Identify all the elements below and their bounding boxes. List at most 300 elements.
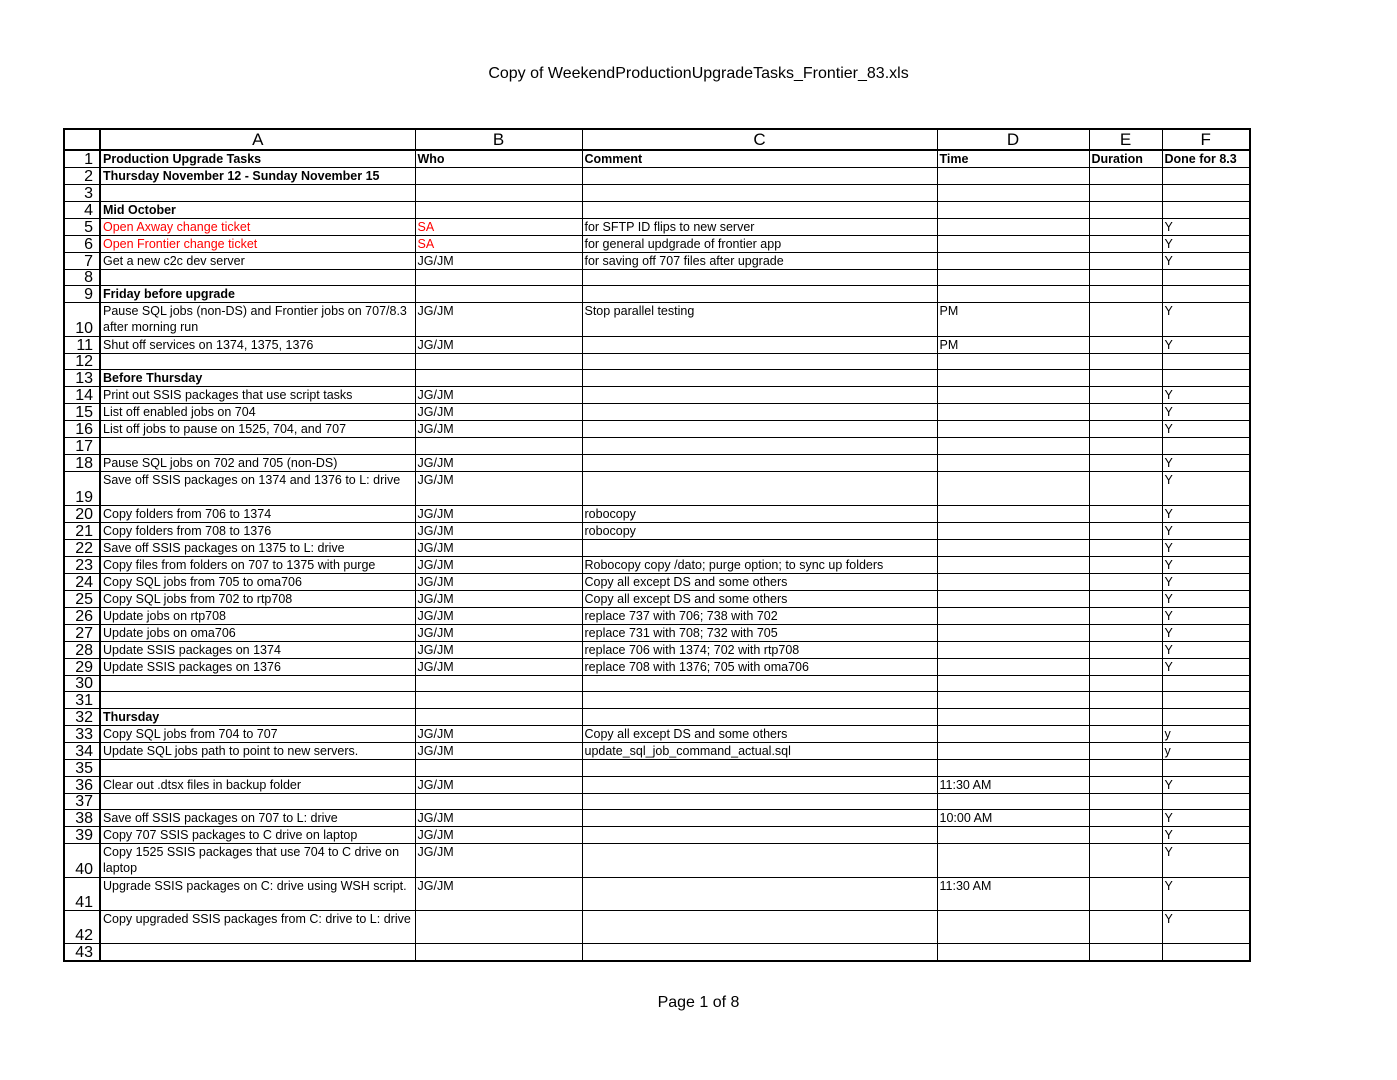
cell-done[interactable] [1162, 944, 1250, 961]
cell-comment[interactable] [582, 539, 937, 556]
cell-done[interactable] [1162, 759, 1250, 776]
cell-time[interactable] [937, 387, 1089, 404]
cell-time[interactable] [937, 844, 1089, 877]
cell-done[interactable]: Y [1162, 421, 1250, 438]
row-number: 42 [64, 911, 100, 944]
cell-task[interactable]: Copy 707 SSIS packages to C drive on laptop [100, 827, 415, 844]
cell-who[interactable] [415, 286, 582, 303]
cell-comment[interactable] [582, 455, 937, 472]
cell-comment[interactable]: Robocopy copy /dato; purge option; to sync up folders [582, 556, 937, 573]
cell-done[interactable]: Y [1162, 844, 1250, 877]
cell-comment[interactable] [582, 185, 937, 202]
table-row [64, 370, 1250, 387]
cell-task[interactable]: Upgrade SSIS packages on C: drive using WSH script. [100, 877, 415, 910]
table-row [64, 742, 1250, 759]
cell-duration[interactable] [1089, 201, 1162, 218]
cell-who[interactable]: JG/JM [415, 810, 582, 827]
cell-who[interactable] [415, 370, 582, 387]
cell-duration[interactable] [1089, 168, 1162, 185]
cell-time[interactable] [937, 218, 1089, 235]
cell-comment[interactable] [582, 336, 937, 353]
cell-comment[interactable] [582, 438, 937, 455]
cell-duration[interactable] [1089, 590, 1162, 607]
cell-done[interactable]: Y [1162, 641, 1250, 658]
cell-duration[interactable] [1089, 944, 1162, 961]
cell-duration[interactable] [1089, 827, 1162, 844]
cell-duration[interactable] [1089, 573, 1162, 590]
row-number: 43 [64, 944, 100, 961]
cell-who[interactable] [415, 708, 582, 725]
cell-comment[interactable]: Stop parallel testing [582, 303, 937, 336]
row-number: 27 [64, 624, 100, 641]
cell-who[interactable] [415, 269, 582, 286]
table-row [64, 539, 1250, 556]
cell-who[interactable]: JG/JM [415, 336, 582, 353]
cell-time[interactable] [937, 827, 1089, 844]
cell-time[interactable]: 11:30 AM [937, 776, 1089, 793]
cell-done[interactable] [1162, 353, 1250, 370]
cell-who[interactable] [415, 793, 582, 810]
cell-duration[interactable] [1089, 404, 1162, 421]
cell-task[interactable] [100, 438, 415, 455]
cell-duration[interactable] [1089, 303, 1162, 336]
cell-comment[interactable] [582, 370, 937, 387]
row-number: 21 [64, 522, 100, 539]
cell-duration[interactable] [1089, 522, 1162, 539]
cell-comment[interactable]: replace 708 with 1376; 705 with oma706 [582, 658, 937, 675]
cell-task[interactable]: Clear out .dtsx files in backup folder [100, 776, 415, 793]
table-row [64, 641, 1250, 658]
cell-who[interactable] [415, 944, 582, 961]
cell-who[interactable]: JG/JM [415, 303, 582, 336]
cell-task[interactable]: Get a new c2c dev server [100, 252, 415, 269]
cell-done[interactable]: Y [1162, 218, 1250, 235]
cell-duration[interactable] [1089, 336, 1162, 353]
cell-duration[interactable] [1089, 252, 1162, 269]
cell-comment[interactable] [582, 269, 937, 286]
cell-duration[interactable] [1089, 505, 1162, 522]
cell-comment[interactable]: replace 737 with 706; 738 with 702 [582, 607, 937, 624]
cell-who[interactable] [415, 675, 582, 692]
cell-time[interactable]: PM [937, 336, 1089, 353]
cell-done[interactable]: Y [1162, 539, 1250, 556]
cell-comment[interactable] [582, 776, 937, 793]
cell-who[interactable] [415, 353, 582, 370]
row-number: 24 [64, 573, 100, 590]
cell-task[interactable] [100, 353, 415, 370]
cell-comment[interactable] [582, 472, 937, 505]
cell-comment[interactable] [582, 201, 937, 218]
row-number: 2 [64, 168, 100, 185]
cell-task[interactable]: Thursday November 12 - Sunday November 15 [100, 168, 415, 185]
table-row [64, 168, 1250, 185]
cell-task[interactable]: Copy folders from 708 to 1376 [100, 522, 415, 539]
cell-who[interactable]: JG/JM [415, 404, 582, 421]
cell-who[interactable]: JG/JM [415, 590, 582, 607]
cell-task[interactable]: Copy SQL jobs from 702 to rtp708 [100, 590, 415, 607]
cell-comment[interactable] [582, 827, 937, 844]
cell-who[interactable]: JG/JM [415, 387, 582, 404]
cell-duration[interactable] [1089, 539, 1162, 556]
cell-task[interactable]: Before Thursday [100, 370, 415, 387]
cell-comment[interactable] [582, 404, 937, 421]
cell-done[interactable]: Y [1162, 505, 1250, 522]
row-number: 36 [64, 776, 100, 793]
table-row [64, 421, 1250, 438]
cell-comment[interactable] [582, 877, 937, 910]
cell-time[interactable]: PM [937, 303, 1089, 336]
cell-done[interactable]: Done for 8.3 [1162, 150, 1250, 168]
cell-done[interactable] [1162, 168, 1250, 185]
cell-duration[interactable] [1089, 472, 1162, 505]
cell-done[interactable] [1162, 708, 1250, 725]
table-row [64, 269, 1250, 286]
cell-duration[interactable] [1089, 370, 1162, 387]
cell-who[interactable]: JG/JM [415, 658, 582, 675]
cell-time[interactable]: 10:00 AM [937, 810, 1089, 827]
cell-duration[interactable] [1089, 708, 1162, 725]
cell-time[interactable] [937, 573, 1089, 590]
cell-duration[interactable] [1089, 844, 1162, 877]
cell-task[interactable] [100, 269, 415, 286]
cell-task[interactable]: Friday before upgrade [100, 286, 415, 303]
cell-time[interactable] [937, 590, 1089, 607]
cell-who[interactable] [415, 692, 582, 709]
cell-time[interactable]: 11:30 AM [937, 877, 1089, 910]
cell-time[interactable]: Time [937, 150, 1089, 168]
cell-done[interactable]: Y [1162, 404, 1250, 421]
cell-time[interactable] [937, 438, 1089, 455]
table-row [64, 708, 1250, 725]
cell-who[interactable]: Who [415, 150, 582, 168]
row-number: 14 [64, 387, 100, 404]
cell-who[interactable]: JG/JM [415, 742, 582, 759]
cell-comment[interactable] [582, 692, 937, 709]
table-row [64, 624, 1250, 641]
cell-comment[interactable] [582, 810, 937, 827]
cell-task[interactable]: Open Axway change ticket [100, 218, 415, 235]
cell-duration[interactable] [1089, 218, 1162, 235]
cell-time[interactable] [937, 944, 1089, 961]
cell-duration[interactable]: Duration [1089, 150, 1162, 168]
cell-duration[interactable] [1089, 776, 1162, 793]
cell-comment[interactable] [582, 421, 937, 438]
cell-done[interactable] [1162, 675, 1250, 692]
cell-duration[interactable] [1089, 607, 1162, 624]
cell-time[interactable] [937, 539, 1089, 556]
cell-done[interactable]: Y [1162, 590, 1250, 607]
row-number: 23 [64, 556, 100, 573]
cell-who[interactable] [415, 911, 582, 944]
cell-task[interactable] [100, 675, 415, 692]
cell-time[interactable] [937, 286, 1089, 303]
cell-done[interactable]: Y [1162, 336, 1250, 353]
cell-duration[interactable] [1089, 742, 1162, 759]
cell-duration[interactable] [1089, 556, 1162, 573]
cell-done[interactable]: Y [1162, 810, 1250, 827]
table-row [64, 607, 1250, 624]
cell-time[interactable] [937, 370, 1089, 387]
cell-done[interactable]: Y [1162, 303, 1250, 336]
row-number: 1 [64, 150, 100, 168]
cell-comment[interactable]: replace 731 with 708; 732 with 705 [582, 624, 937, 641]
cell-task[interactable] [100, 692, 415, 709]
cell-time[interactable] [937, 692, 1089, 709]
cell-duration[interactable] [1089, 675, 1162, 692]
cell-done[interactable] [1162, 269, 1250, 286]
cell-task[interactable] [100, 759, 415, 776]
cell-comment[interactable]: replace 706 with 1374; 702 with rtp708 [582, 641, 937, 658]
cell-done[interactable]: Y [1162, 235, 1250, 252]
cell-who[interactable] [415, 438, 582, 455]
cell-who[interactable]: JG/JM [415, 472, 582, 505]
cell-comment[interactable] [582, 675, 937, 692]
cell-who[interactable]: JG/JM [415, 252, 582, 269]
cell-who[interactable]: JG/JM [415, 539, 582, 556]
column-header-row [64, 129, 1250, 150]
cell-who[interactable]: JG/JM [415, 505, 582, 522]
cell-time[interactable] [937, 235, 1089, 252]
cell-task[interactable]: Update SSIS packages on 1374 [100, 641, 415, 658]
cell-task[interactable]: Copy 1525 SSIS packages that use 704 to C drive on laptop [100, 844, 415, 877]
cell-duration[interactable] [1089, 692, 1162, 709]
cell-time[interactable] [937, 522, 1089, 539]
cell-who[interactable]: JG/JM [415, 522, 582, 539]
cell-who[interactable] [415, 201, 582, 218]
row-number: 34 [64, 742, 100, 759]
cell-comment[interactable]: update_sql_job_command_actual.sql [582, 742, 937, 759]
cell-comment[interactable] [582, 844, 937, 877]
cell-who[interactable]: JG/JM [415, 624, 582, 641]
cell-time[interactable] [937, 168, 1089, 185]
cell-who[interactable]: JG/JM [415, 556, 582, 573]
cell-duration[interactable] [1089, 810, 1162, 827]
cell-time[interactable] [937, 269, 1089, 286]
cell-comment[interactable] [582, 168, 937, 185]
cell-task[interactable]: Update SSIS packages on 1376 [100, 658, 415, 675]
cell-done[interactable]: Y [1162, 252, 1250, 269]
cell-done[interactable] [1162, 185, 1250, 202]
cell-task[interactable]: Copy SQL jobs from 704 to 707 [100, 725, 415, 742]
cell-task[interactable]: Copy upgraded SSIS packages from C: drive to L: drive [100, 911, 415, 944]
cell-task[interactable]: Thursday [100, 708, 415, 725]
cell-comment[interactable]: robocopy [582, 522, 937, 539]
cell-done[interactable]: Y [1162, 556, 1250, 573]
cell-comment[interactable] [582, 944, 937, 961]
cell-time[interactable] [937, 505, 1089, 522]
row-number: 12 [64, 353, 100, 370]
cell-task[interactable]: Shut off services on 1374, 1375, 1376 [100, 336, 415, 353]
row-number: 5 [64, 218, 100, 235]
cell-task[interactable] [100, 944, 415, 961]
cell-task[interactable]: Mid October [100, 201, 415, 218]
cell-task[interactable] [100, 793, 415, 810]
table-row [64, 658, 1250, 675]
cell-who[interactable]: SA [415, 218, 582, 235]
cell-task[interactable]: Copy SQL jobs from 705 to oma706 [100, 573, 415, 590]
cell-duration[interactable] [1089, 353, 1162, 370]
cell-task[interactable]: Pause SQL jobs (non-DS) and Frontier jobs on 707/8.3 after morning run [100, 303, 415, 336]
cell-time[interactable] [937, 607, 1089, 624]
table-row [64, 759, 1250, 776]
cell-done[interactable] [1162, 438, 1250, 455]
cell-task[interactable]: Copy folders from 706 to 1374 [100, 505, 415, 522]
row-number: 32 [64, 708, 100, 725]
cell-task[interactable]: List off jobs to pause on 1525, 704, and 707 [100, 421, 415, 438]
cell-time[interactable] [937, 556, 1089, 573]
cell-time[interactable] [937, 624, 1089, 641]
cell-done[interactable]: Y [1162, 573, 1250, 590]
cell-who[interactable]: SA [415, 235, 582, 252]
cell-time[interactable] [937, 641, 1089, 658]
cell-done[interactable]: Y [1162, 607, 1250, 624]
cell-who[interactable]: JG/JM [415, 844, 582, 877]
cell-who[interactable]: JG/JM [415, 607, 582, 624]
cell-done[interactable]: y [1162, 742, 1250, 759]
cell-task[interactable]: Open Frontier change ticket [100, 235, 415, 252]
cell-done[interactable]: Y [1162, 911, 1250, 944]
cell-who[interactable]: JG/JM [415, 827, 582, 844]
cell-done[interactable] [1162, 370, 1250, 387]
cell-duration[interactable] [1089, 185, 1162, 202]
cell-comment[interactable]: for general updgrade of frontier app [582, 235, 937, 252]
cell-who[interactable]: JG/JM [415, 455, 582, 472]
cell-time[interactable] [937, 455, 1089, 472]
cell-who[interactable]: JG/JM [415, 421, 582, 438]
table-row [64, 303, 1250, 336]
cell-comment[interactable] [582, 708, 937, 725]
table-row [64, 590, 1250, 607]
cell-comment[interactable]: for SFTP ID flips to new server [582, 218, 937, 235]
row-number: 18 [64, 455, 100, 472]
table-row [64, 336, 1250, 353]
cell-duration[interactable] [1089, 911, 1162, 944]
column-header-e: E [1089, 129, 1162, 150]
cell-who[interactable] [415, 759, 582, 776]
cell-done[interactable] [1162, 793, 1250, 810]
cell-done[interactable] [1162, 692, 1250, 709]
cell-comment[interactable] [582, 387, 937, 404]
cell-done[interactable]: Y [1162, 877, 1250, 910]
cell-comment[interactable] [582, 353, 937, 370]
cell-duration[interactable] [1089, 235, 1162, 252]
cell-time[interactable] [937, 421, 1089, 438]
cell-time[interactable] [937, 675, 1089, 692]
cell-task[interactable]: Pause SQL jobs on 702 and 705 (non-DS) [100, 455, 415, 472]
cell-time[interactable] [937, 201, 1089, 218]
cell-time[interactable] [937, 911, 1089, 944]
cell-comment[interactable] [582, 793, 937, 810]
row-number: 11 [64, 336, 100, 353]
cell-duration[interactable] [1089, 624, 1162, 641]
cell-time[interactable] [937, 404, 1089, 421]
cell-task[interactable]: Copy files from folders on 707 to 1375 with purge [100, 556, 415, 573]
cell-done[interactable] [1162, 201, 1250, 218]
table-row [64, 911, 1250, 944]
cell-task[interactable]: Update jobs on oma706 [100, 624, 415, 641]
cell-comment[interactable]: for saving off 707 files after upgrade [582, 252, 937, 269]
cell-task[interactable] [100, 185, 415, 202]
cell-time[interactable] [937, 185, 1089, 202]
cell-task[interactable]: List off enabled jobs on 704 [100, 404, 415, 421]
cell-who[interactable]: JG/JM [415, 725, 582, 742]
cell-duration[interactable] [1089, 759, 1162, 776]
cell-duration[interactable] [1089, 793, 1162, 810]
cell-time[interactable] [937, 472, 1089, 505]
cell-time[interactable] [937, 759, 1089, 776]
cell-done[interactable]: y [1162, 725, 1250, 742]
cell-duration[interactable] [1089, 725, 1162, 742]
cell-comment[interactable] [582, 911, 937, 944]
row-number: 31 [64, 692, 100, 709]
cell-who[interactable] [415, 168, 582, 185]
column-header-f: F [1162, 129, 1250, 150]
cell-time[interactable] [937, 708, 1089, 725]
cell-done[interactable]: Y [1162, 455, 1250, 472]
cell-comment[interactable] [582, 286, 937, 303]
cell-duration[interactable] [1089, 286, 1162, 303]
table-row [64, 235, 1250, 252]
cell-who[interactable]: JG/JM [415, 877, 582, 910]
cell-task[interactable]: Update jobs on rtp708 [100, 607, 415, 624]
cell-done[interactable]: Y [1162, 624, 1250, 641]
cell-task[interactable]: Update SQL jobs path to point to new servers. [100, 742, 415, 759]
cell-done[interactable] [1162, 286, 1250, 303]
cell-time[interactable] [937, 742, 1089, 759]
cell-task[interactable]: Print out SSIS packages that use script tasks [100, 387, 415, 404]
cell-task[interactable]: Save off SSIS packages on 707 to L: drive [100, 810, 415, 827]
cell-comment[interactable]: Copy all except DS and some others [582, 573, 937, 590]
cell-duration[interactable] [1089, 421, 1162, 438]
cell-duration[interactable] [1089, 438, 1162, 455]
cell-duration[interactable] [1089, 269, 1162, 286]
cell-duration[interactable] [1089, 387, 1162, 404]
row-number: 30 [64, 675, 100, 692]
cell-duration[interactable] [1089, 877, 1162, 910]
cell-comment[interactable]: robocopy [582, 505, 937, 522]
cell-time[interactable] [937, 658, 1089, 675]
cell-duration[interactable] [1089, 658, 1162, 675]
cell-time[interactable] [937, 725, 1089, 742]
row-number: 29 [64, 658, 100, 675]
cell-who[interactable] [415, 185, 582, 202]
cell-done[interactable]: Y [1162, 387, 1250, 404]
cell-comment[interactable]: Comment [582, 150, 937, 168]
cell-done[interactable]: Y [1162, 522, 1250, 539]
cell-task[interactable]: Save off SSIS packages on 1374 and 1376 to L: drive [100, 472, 415, 505]
cell-comment[interactable]: Copy all except DS and some others [582, 725, 937, 742]
cell-task[interactable]: Production Upgrade Tasks [100, 150, 415, 168]
cell-who[interactable]: JG/JM [415, 641, 582, 658]
cell-done[interactable]: Y [1162, 827, 1250, 844]
cell-time[interactable] [937, 252, 1089, 269]
table-row [64, 776, 1250, 793]
cell-who[interactable]: JG/JM [415, 776, 582, 793]
cell-task[interactable]: Save off SSIS packages on 1375 to L: drive [100, 539, 415, 556]
cell-duration[interactable] [1089, 455, 1162, 472]
cell-who[interactable]: JG/JM [415, 573, 582, 590]
cell-time[interactable] [937, 353, 1089, 370]
cell-done[interactable]: Y [1162, 776, 1250, 793]
table-row [64, 877, 1250, 910]
cell-time[interactable] [937, 793, 1089, 810]
cell-done[interactable]: Y [1162, 472, 1250, 505]
cell-duration[interactable] [1089, 641, 1162, 658]
cell-comment[interactable] [582, 759, 937, 776]
cell-comment[interactable]: Copy all except DS and some others [582, 590, 937, 607]
table-row [64, 218, 1250, 235]
cell-done[interactable]: Y [1162, 658, 1250, 675]
